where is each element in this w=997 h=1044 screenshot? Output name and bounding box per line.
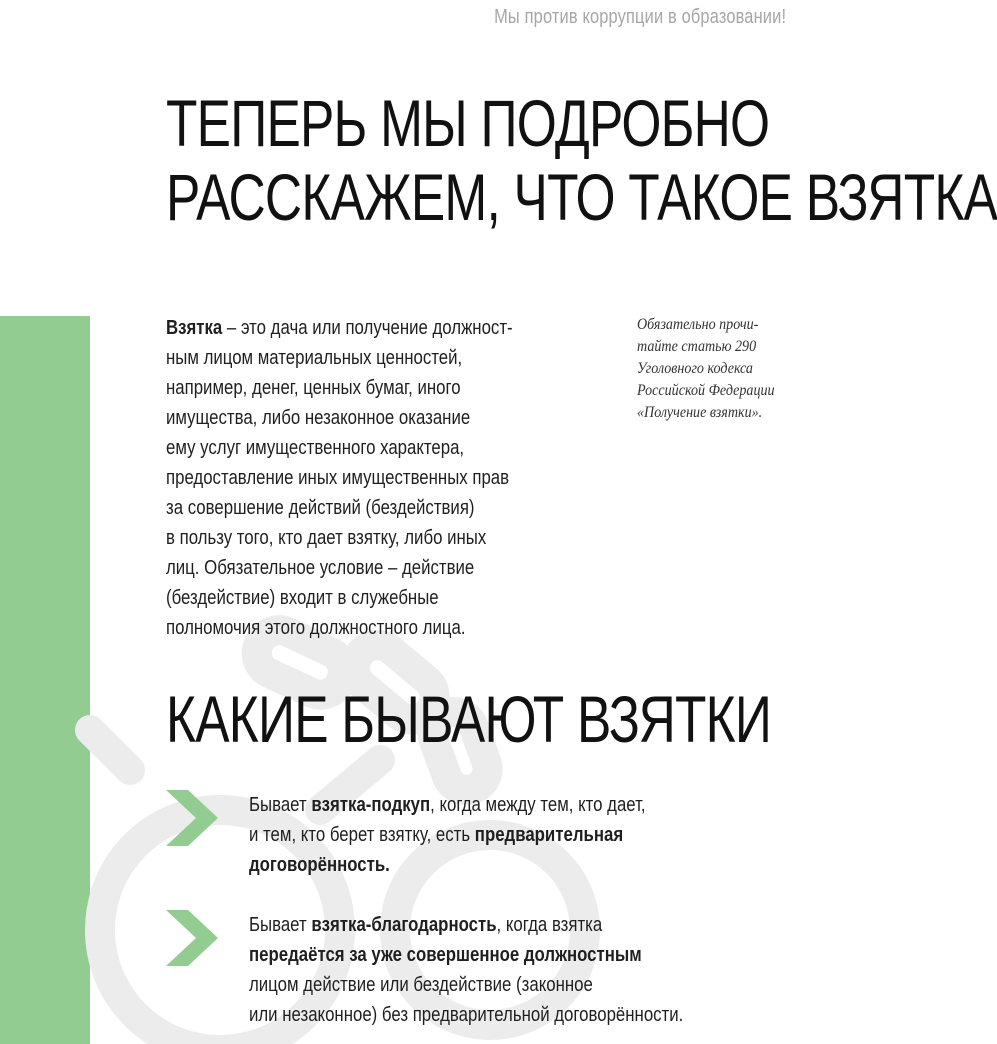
- side-note: [637, 314, 813, 424]
- bribe-type-text: [249, 790, 829, 880]
- tagline: Мы против коррупции в образовании!: [493, 6, 786, 28]
- definition-line: ему услуг имущественного характера,: [166, 437, 465, 459]
- text-run: , когда взятка: [496, 914, 603, 936]
- definition-line: ным лицом материальных ценностей,: [166, 347, 463, 369]
- text-run: Бывает: [249, 914, 312, 936]
- definition-line: имущества, либо незаконное оказание: [166, 407, 471, 429]
- definition-line: (бездействие) входит в служебные: [166, 587, 439, 609]
- text-run: Бывает: [249, 794, 312, 816]
- green-side-bar: [0, 316, 90, 1044]
- bribe-type-term: взятка-подкуп: [311, 794, 431, 816]
- emphasis: передаётся за уже совершенное должностным: [249, 944, 642, 966]
- chevron-right-icon: [166, 790, 218, 846]
- bribe-type-term: взятка-благодарность: [311, 914, 497, 936]
- side-note-line: «Получение взятки».: [637, 404, 763, 421]
- definition-line: предоставление иных имущественных прав: [166, 467, 510, 489]
- bribe-definition: [166, 313, 620, 643]
- definition-line: лиц. Обязательное условие – действие: [166, 557, 475, 579]
- text-run: лицом действие или бездействие (законное: [249, 974, 593, 996]
- definition-line: за совершение действий (бездействия): [166, 497, 475, 519]
- chevron-right-icon: [166, 910, 218, 966]
- page-title: [166, 86, 997, 234]
- side-note-line: Обязательно прочи-: [637, 316, 759, 333]
- bribe-type-text: [249, 910, 829, 1030]
- text-run: и тем, кто берет взятку, есть: [249, 824, 475, 846]
- definition-line: полномочия этого должностного лица.: [166, 617, 466, 639]
- side-note-line: тайте статью 290: [637, 338, 757, 355]
- side-note-line: Уголовного кодекса: [637, 360, 753, 377]
- page-title-line-1: ТЕПЕРЬ МЫ ПОДРОБНО: [166, 86, 770, 160]
- definition-line: например, денег, ценных бумаг, иного: [166, 377, 461, 399]
- definition-line: в пользу того, кто дает взятку, либо иных: [166, 527, 487, 549]
- definition-term: Взятка: [166, 317, 223, 339]
- text-run: или незаконное) без предварительной договорённости.: [249, 1004, 684, 1026]
- page-title-line-2: РАССКАЖЕМ, ЧТО ТАКОЕ ВЗЯТКА: [166, 160, 997, 234]
- section-title: КАКИЕ БЫВАЮТ ВЗЯТКИ: [166, 682, 772, 756]
- emphasis: предварительная: [474, 824, 624, 846]
- definition-line: – это дача или получение должност-: [222, 317, 513, 339]
- side-note-line: Российской Федерации: [637, 382, 775, 399]
- emphasis: договорённость.: [249, 854, 390, 876]
- text-run: , когда между тем, кто дает,: [430, 794, 646, 816]
